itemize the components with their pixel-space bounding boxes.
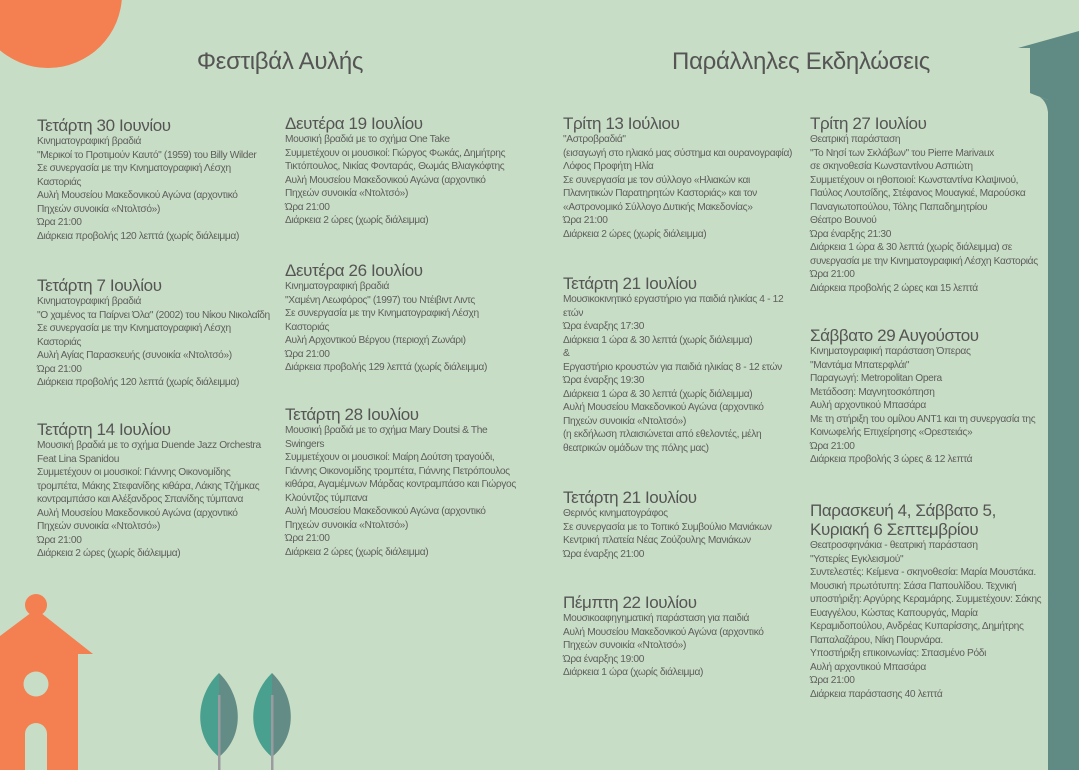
- event-detail-line: (η εκδήλωση πλαισιώνεται από εθελοντές, μέλη: [563, 429, 762, 440]
- event-detail-line: Διάρκεια 2 ώρες (χωρίς διάλειμμα): [285, 215, 429, 226]
- event-entry: [37, 420, 261, 561]
- event-detail-line: Παύλος Λουτσίδης, Στέφανος Μουαγκιέ, Μαρούσκα: [810, 188, 1026, 199]
- event-detail-line: Ώρα 21:00: [37, 217, 82, 228]
- event-detail-line: Πλανητικών Παρατηρητών Καστοριάς» και τον: [563, 188, 757, 199]
- event-detail-line: Κοινωφελής Επιχείρησης «Ορεστειάς»: [810, 427, 973, 438]
- event-detail-line: Διάρκεια παράστασης 40 λεπτά: [810, 688, 943, 700]
- event-detail-line: Καστοριάς: [37, 176, 82, 188]
- event-entry: [285, 114, 505, 228]
- event-detail-line: Κεντρική πλατεία Νέας Ζούζουλης Μανιάκων: [563, 535, 751, 546]
- event-detail-line: Αυλή Μουσείου Μακεδονικού Αγώνα (αρχοντικό: [285, 174, 486, 186]
- event-date-heading: Τετάρτη 14 Ιουλίου: [37, 420, 171, 439]
- event-entry: [285, 261, 487, 375]
- event-detail-line: Συμμετέχουν οι μουσικοί: Γιώργος Φωκάς, Δημήτρης: [285, 147, 506, 159]
- parallel-events-title: Παράλληλες Εκδηλώσεις: [672, 48, 930, 75]
- event-detail-line: Διάρκεια 2 ώρες (χωρίς διάλειμμα): [563, 228, 707, 240]
- event-detail-line: Λόφος Προφήτη Ηλία: [563, 161, 654, 172]
- event-detail-line: Ώρα 21:00: [810, 675, 855, 686]
- event-detail-line: Μουσική βραδιά με το σχήμα One Take: [285, 134, 450, 145]
- event-detail-line: Πηχεών συνοικία «Ντολτσό»): [563, 415, 687, 427]
- event-detail-line: Αυλή Αρχοντικού Βέργου (περιοχή Ζωνάρι): [285, 335, 466, 346]
- event-detail-line: Αυλή Μουσείου Μακεδονικού Αγώνα (αρχοντικό: [37, 190, 238, 201]
- event-detail-line: Ώρα έναρξης 17:30: [563, 321, 645, 332]
- event-detail-line: Ώρα έναρξης 21:30: [810, 228, 892, 240]
- event-detail-line: Γιάννης Οικονομίδης τρομπέτα, Γιάννης Πετρόπουλος: [285, 465, 510, 477]
- event-detail-line: Ώρα 21:00: [37, 534, 82, 546]
- event-entry: [563, 274, 783, 455]
- event-detail-line: Αυλή Μουσείου Μακεδονικού Αγώνα (αρχοντικό: [37, 507, 238, 519]
- event-detail-line: "Υστερίες Εγκλεισμού": [810, 553, 904, 565]
- event-detail-line: Διάρκεια 1 ώρα & 30 λεπτά (χωρίς διάλειμμα): [563, 388, 753, 400]
- event-entry: [285, 405, 516, 559]
- leaf-tree-icon: [200, 673, 238, 770]
- event-entry: [563, 593, 764, 680]
- event-detail-line: συνεργασία με την Κινηματογραφική Λέσχη Καστοριάς: [810, 255, 1038, 267]
- event-detail-line: "Αστροβραδιά": [563, 134, 626, 145]
- event-entry: [810, 114, 1038, 295]
- event-detail-line: Πηχεών συνοικία «Ντολτσό»): [37, 203, 161, 215]
- event-entry: [810, 326, 1035, 467]
- event-detail-line: Διάρκεια προβολής 129 λεπτά (χωρίς διάλειμμα): [285, 362, 487, 373]
- event-date-heading: Τρίτη 27 Ιουλίου: [810, 114, 927, 133]
- event-date-heading: Τετάρτη 7 Ιουλίου: [37, 276, 162, 295]
- event-detail-line: κιθάρα, Αγαμέμνων Μάρδας κοντραμπάσο και Γιώργος: [285, 479, 516, 490]
- event-detail-line: "Χαμένη Λεωφόρος" (1997) του Ντέιβιντ Λιντς: [285, 294, 475, 306]
- event-detail-line: "Το Νησί των Σκλάβων" του Pierre Marivaux: [810, 147, 994, 159]
- event-detail-line: Κεραμιδοπούλου, Ανδρέας Κυπαρίσσης, Δημήτρης: [810, 621, 1024, 632]
- event-detail-line: Συμμετέχουν οι μουσικοί: Γιάννης Οικονομίδης: [37, 467, 231, 478]
- event-detail-line: υποστήριξη: Αργύρης Κεραμάρης. Συμμετέχουν: Σάκης: [810, 594, 1042, 605]
- event-detail-line: Συμμετέχουν οι μουσικοί: Μαίρη Δούτση τραγούδι,: [285, 452, 495, 463]
- event-detail-line: Πηχεών συνοικία «Ντολτσό»): [285, 519, 409, 531]
- event-detail-line: θεατρικών ομάδων της πόλης μας): [563, 442, 709, 454]
- event-date-heading: Δευτέρα 26 Ιουλίου: [285, 261, 423, 280]
- event-detail-line: (εισαγωγή στο ηλιακό μας σύστημα και ουρανογραφία): [563, 147, 793, 159]
- event-entry: [37, 116, 256, 243]
- event-detail-line: Ώρα 21:00: [285, 348, 330, 360]
- event-detail-line: Πηχεών συνοικία «Ντολτσό»): [563, 640, 687, 651]
- event-detail-line: Αυλή αρχοντικού Μπασάρα: [810, 661, 926, 673]
- event-detail-line: Υποστήριξη επικοινωνίας: Σπασμένο Ρόδι: [810, 648, 987, 659]
- event-date-heading: Κυριακή 6 Σεπτεμβρίου: [810, 520, 979, 539]
- event-detail-line: Διάρκεια 2 ώρες (χωρίς διάλειμμα): [285, 546, 429, 558]
- event-detail-line: Μουσική βραδιά με το σχήμα Mary Doutsi & The: [285, 425, 488, 436]
- event-detail-line: Σε συνεργασία με το Τοπικό Συμβούλιο Μανιάκων: [563, 521, 772, 533]
- event-detail-line: Ώρα έναρξης 19:30: [563, 375, 645, 386]
- event-detail-line: Ώρα 21:00: [37, 363, 82, 375]
- event-date-heading: Τετάρτη 21 Ιουλίου: [563, 488, 697, 507]
- event-detail-line: Μετάδοση: Μαγνητοσκόπηση: [810, 386, 935, 398]
- event-detail-line: Συντελεστές: Κείμενα - σκηνοθεσία: Μαρία Μουστάκα.: [810, 567, 1036, 578]
- event-detail-line: Διάρκεια 1 ώρα & 30 λεπτά (χωρίς διάλειμμα) σε: [810, 242, 1012, 253]
- event-detail-line: Αυλή Μουσείου Μακεδονικού Αγώνα (αρχοντικό: [563, 402, 764, 413]
- event-date-heading: Πέμπτη 22 Ιουλίου: [563, 593, 697, 612]
- event-detail-line: Σε συνεργασία με την Κινηματογραφική Λέσχη: [285, 308, 479, 319]
- event-detail-line: Ώρα 21:00: [810, 269, 855, 280]
- event-detail-line: Ώρα έναρξης 21:00: [563, 548, 645, 560]
- event-detail-line: Μουσικοκινητικό εργαστήριο για παιδιά ηλικίας 4 - 12: [563, 294, 784, 305]
- event-detail-line: Τικτόπουλος, Νικίας Φονταράς, Θωμάς Βλιαγκόφτης: [285, 161, 505, 172]
- event-detail-line: τρομπέτα, Μάκης Στεφανίδης κιθάρα, Λάκης Τζήμκας: [37, 480, 260, 492]
- event-detail-line: Κινηματογραφική βραδιά: [285, 281, 390, 292]
- event-date-heading: Σάββατο 29 Αυγούστου: [810, 326, 979, 345]
- orange-sun-shape: [0, 0, 122, 68]
- event-detail-line: "Μερικοί το Προτιμούν Καυτό" (1959) του Billy Wilder: [37, 149, 257, 161]
- event-date-heading: Παρασκευή 4, Σάββατο 5,: [810, 501, 996, 520]
- event-detail-line: Swingers: [285, 438, 325, 450]
- event-detail-line: ετών: [563, 307, 584, 319]
- event-detail-line: Καστοριάς: [285, 321, 330, 333]
- event-detail-line: Πηχεών συνοικία «Ντολτσό»): [37, 521, 161, 532]
- event-detail-line: Αυλή Αγίας Παρασκευής (συνοικία «Ντολτσό»): [37, 350, 232, 361]
- event-detail-line: Διάρκεια 2 ώρες (χωρίς διάλειμμα): [37, 548, 181, 559]
- event-detail-line: Σε συνεργασία με τον σύλλογο «Ηλιακών και: [563, 174, 750, 186]
- event-detail-line: Παπαλαζάρου, Νίκη Πουρνάρα.: [810, 634, 943, 646]
- event-detail-line: Θεατροσφηνάκια - θεατρική παράσταση: [810, 540, 978, 551]
- event-detail-line: Κλούντζος τύμπανα: [285, 492, 368, 504]
- event-detail-line: Εργαστήριο κρουστών για παιδιά ηλικίας 8 - 12 ετών: [563, 361, 782, 373]
- event-detail-line: Σε συνεργασία με την Κινηματογραφική Λέσχη: [37, 163, 231, 174]
- event-detail-line: Μουσική πρωτότυπη: Σάσα Παπουλίδου. Τεχνική: [810, 580, 1017, 592]
- event-detail-line: κοντραμπάσο και Αλέξανδρος Σπανίδης τύμπανα: [37, 494, 244, 505]
- event-detail-line: Ώρα έναρξης 19:00: [563, 653, 645, 665]
- event-entry: [810, 501, 1041, 701]
- event-detail-line: Παναγιωτοπούλου, Τόλης Παπαδημητρίου: [810, 201, 988, 213]
- event-date-heading: Δευτέρα 19 Ιουλίου: [285, 114, 423, 133]
- event-detail-line: Ώρα 21:00: [563, 215, 608, 226]
- event-detail-line: Διάρκεια 1 ώρα (χωρίς διάλειμμα): [563, 667, 704, 678]
- event-detail-line: Ώρα 21:00: [810, 440, 855, 452]
- event-date-heading: Τετάρτη 28 Ιουλίου: [285, 405, 419, 424]
- event-detail-line: Μουσική βραδιά με το σχήμα Duende Jazz Orchestra: [37, 440, 261, 451]
- event-detail-line: Ώρα 21:00: [285, 201, 330, 213]
- event-detail-line: Σε συνεργασία με την Κινηματογραφική Λέσχη: [37, 323, 231, 334]
- event-detail-line: Καστοριάς: [37, 336, 82, 348]
- event-entry: [563, 114, 792, 241]
- event-detail-line: Πηχεών συνοικία «Ντολτσό»): [285, 188, 409, 199]
- event-detail-line: Feat Lina Spanidou: [37, 453, 120, 465]
- event-detail-line: Ευαγγέλου, Κώστας Καπουργάς, Μαρία: [810, 607, 978, 619]
- event-detail-line: Με τη στήριξη του ομίλου ΑΝΤ1 και τη συνεργασία της: [810, 413, 1036, 425]
- event-detail-line: "Ο χαμένος τα Παίρνει Όλα" (2002) του Νίκου Νικολαΐδη: [37, 309, 270, 321]
- event-detail-line: Διάρκεια 1 ώρα & 30 λεπτά (χωρίς διάλειμμα): [563, 334, 753, 346]
- event-detail-line: Κινηματογραφική παράσταση Όπερας: [810, 346, 971, 357]
- event-detail-line: Θέατρο Βουνού: [810, 215, 877, 226]
- event-detail-line: Μουσικοαφηγηματική παράσταση για παιδιά: [563, 613, 750, 624]
- event-date-heading: Τετάρτη 21 Ιουλίου: [563, 274, 697, 293]
- festival-title: Φεστιβάλ Αυλής: [196, 48, 364, 75]
- event-detail-line: σε σκηνοθεσία Κωνσταντίνου Ασπιώτη: [810, 161, 973, 172]
- event-detail-line: Θερινός κινηματογράφος: [563, 508, 668, 519]
- event-detail-line: "Μαντάμα Μπατερφλάι": [810, 359, 910, 371]
- event-detail-line: &: [563, 348, 570, 359]
- event-detail-line: Θεατρική παράσταση: [810, 134, 901, 145]
- event-detail-line: Συμμετέχουν οι ηθοποιοί: Κωνσταντίνα Κλαψινού,: [810, 174, 1019, 186]
- event-detail-line: Κινηματογραφική βραδιά: [37, 296, 142, 307]
- event-date-heading: Τετάρτη 30 Ιουνίου: [37, 116, 171, 135]
- event-detail-line: Αυλή αρχοντικού Μπασάρα: [810, 400, 926, 411]
- event-detail-line: Αυλή Μουσείου Μακεδονικού Αγώνα (αρχοντικό: [285, 506, 486, 517]
- event-detail-line: Ώρα 21:00: [285, 533, 330, 544]
- event-detail-line: Παραγωγή: Metropolitan Opera: [810, 373, 942, 384]
- event-detail-line: Διάρκεια προβολής 120 λεπτά (χωρίς διάλειμμα): [37, 230, 239, 242]
- event-detail-line: Διάρκεια προβολής 2 ώρες και 15 λεπτά: [810, 282, 978, 294]
- event-detail-line: Διάρκεια προβολής 120 λεπτά (χωρίς διάλειμμα): [37, 377, 239, 388]
- event-detail-line: Κινηματογραφική βραδιά: [37, 136, 142, 147]
- event-date-heading: Τρίτη 13 Ιούλιου: [563, 114, 680, 133]
- event-entry: [563, 488, 772, 561]
- leaf-tree-icon: [253, 673, 291, 770]
- event-detail-line: Αυλή Μουσείου Μακεδονικού Αγώνα (αρχοντικό: [563, 626, 764, 638]
- event-detail-line: «Αστρονομικό Σύλλογο Δυτικής Μακεδονίας»: [563, 201, 753, 213]
- event-detail-line: Διάρκεια προβολής 3 ώρες & 12 λεπτά: [810, 454, 973, 465]
- orange-house-icon: [0, 594, 93, 770]
- event-entry: [37, 276, 270, 390]
